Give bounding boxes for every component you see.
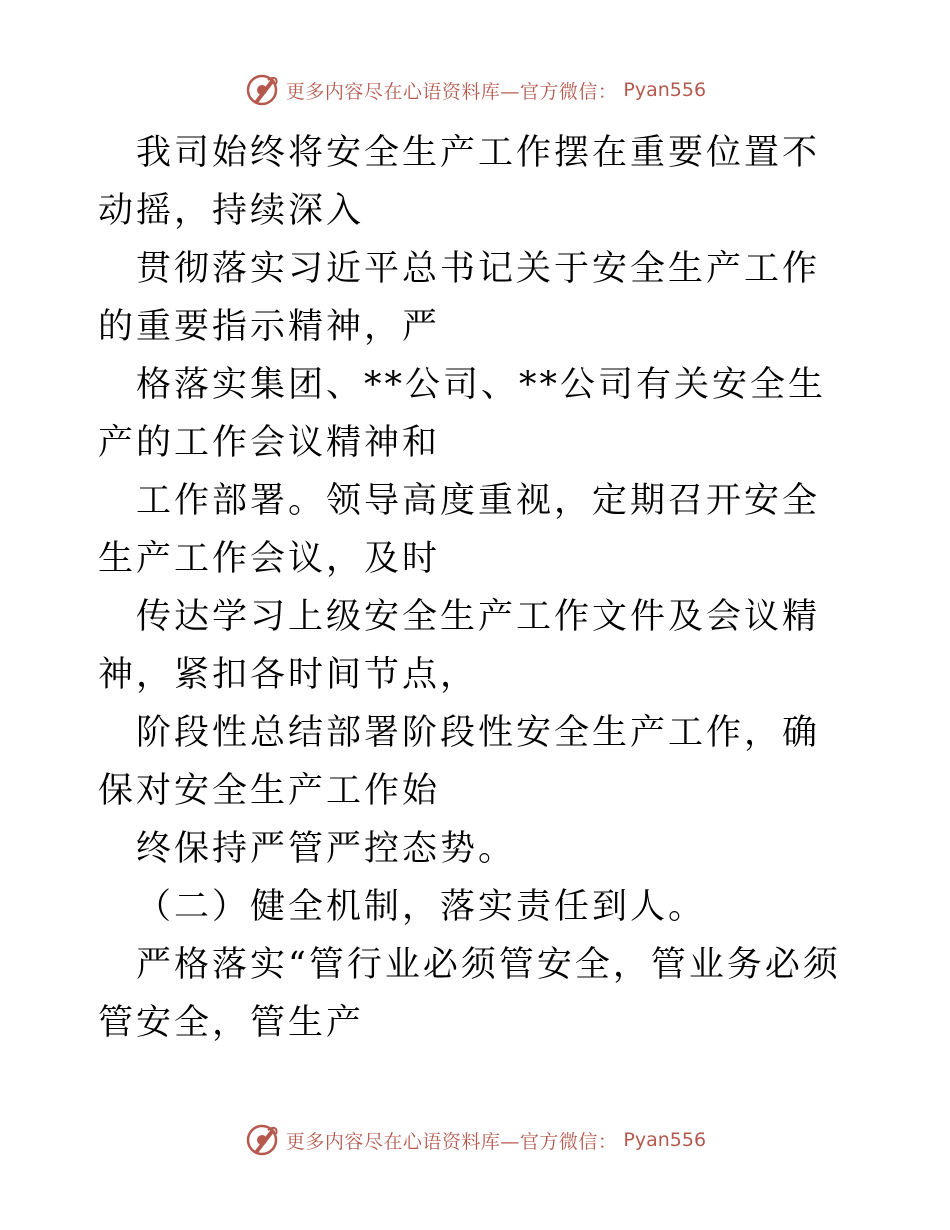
paragraph: 我司始终将安全生产工作摆在重要位置不动摇，持续深入 [98,133,821,231]
header-wechat-id: Pyan556 [623,79,707,101]
paragraph: 终保持严管严控态势。 [136,829,517,869]
footer-wechat-id: Pyan556 [623,1129,707,1151]
paragraph: 阶段性总结部署阶段性安全生产工作，确保对安全生产工作始 [98,713,821,811]
footer-banner [0,1120,950,1160]
paragraph: 格落实集团、**公司、**公司有关安全生产的工作会议精神和 [98,365,827,463]
header-banner-text: 更多内容尽在心语资料库—官方微信： [285,80,618,103]
section-heading: （二）健全机制，落实责任到人。 [136,887,707,927]
quill-logo-icon [244,72,280,108]
paragraph: 传达学习上级安全生产工作文件及会议精神，紧扣各时间节点， [98,597,821,695]
paragraph: 贯彻落实习近平总书记关于安全生产工作的重要指示精神，严 [98,249,821,347]
document-body [98,124,854,1052]
footer-banner-text: 更多内容尽在心语资料库—官方微信： [285,1130,618,1153]
paragraph: 工作部署。领导高度重视，定期召开安全生产工作会议，及时 [98,481,821,579]
quill-logo-icon [244,1122,280,1158]
header-banner [0,70,950,110]
paragraph: 严格落实“管行业必须管安全，管业务必须管安全，管生产 [98,945,841,1043]
